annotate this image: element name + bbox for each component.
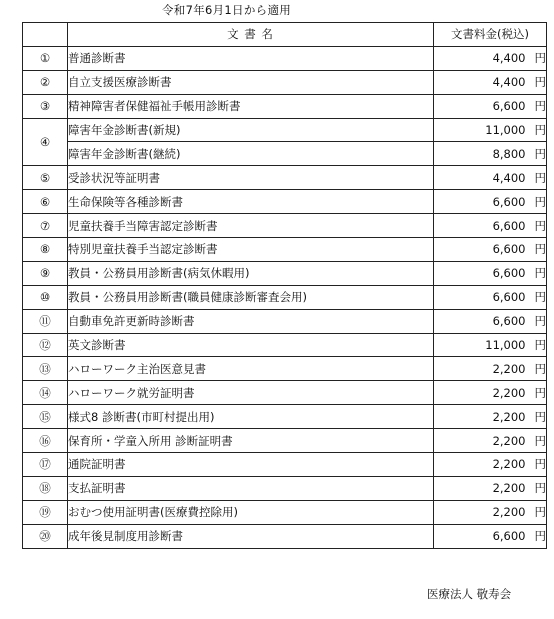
document-fee	[434, 500, 547, 524]
currency-unit: 円	[534, 409, 546, 424]
document-name: 支払証明書	[68, 476, 434, 500]
fee-amount: 4,400	[492, 75, 526, 90]
table-row	[23, 142, 547, 166]
document-name: 障害年金診断書(継続)	[68, 142, 434, 166]
document-name: 教員・公務員用診断書(病気休暇用)	[68, 261, 434, 285]
fee-amount: 6,600	[492, 194, 526, 209]
document-name: 受診状況等証明書	[68, 166, 434, 190]
row-number: ⑥	[23, 190, 68, 214]
document-name: 保育所・学童入所用 診断証明書	[68, 429, 434, 453]
document-fee	[434, 261, 547, 285]
document-fee	[434, 238, 547, 262]
currency-unit: 円	[534, 457, 546, 472]
fee-amount: 6,600	[492, 529, 526, 544]
table-row	[23, 285, 547, 309]
document-name: 英文診断書	[68, 333, 434, 357]
currency-unit: 円	[534, 51, 546, 66]
document-fee	[434, 46, 547, 70]
document-fee	[434, 429, 547, 453]
table-row	[23, 476, 547, 500]
table-row	[23, 70, 547, 94]
document-name: 自立支援医療診断書	[68, 70, 434, 94]
currency-unit: 円	[534, 218, 546, 233]
document-fee	[434, 333, 547, 357]
fee-amount: 6,600	[492, 314, 526, 329]
document-name: おむつ使用証明書(医療費控除用)	[68, 500, 434, 524]
row-number: ⑯	[23, 429, 68, 453]
table-row	[23, 238, 547, 262]
row-number: ⑮	[23, 405, 68, 429]
document-fee	[434, 524, 547, 548]
currency-unit: 円	[534, 170, 546, 185]
fee-column-header: 文書料金(税込)	[434, 23, 547, 47]
document-name: 成年後見制度用診断書	[68, 524, 434, 548]
document-name: ハローワーク就労証明書	[68, 381, 434, 405]
currency-unit: 円	[534, 146, 546, 161]
currency-unit: 円	[534, 505, 546, 520]
document-fee	[434, 309, 547, 333]
table-row	[23, 357, 547, 381]
document-name: 生命保険等各種診断書	[68, 190, 434, 214]
table-row	[23, 190, 547, 214]
currency-unit: 円	[534, 481, 546, 496]
document-fee	[434, 142, 547, 166]
fee-amount: 6,600	[492, 242, 526, 257]
fee-amount: 11,000	[485, 338, 526, 353]
fee-amount: 11,000	[485, 123, 526, 137]
currency-unit: 円	[534, 123, 546, 137]
document-name-column-header: 文 書 名	[68, 23, 434, 47]
table-row	[23, 429, 547, 453]
currency-unit: 円	[534, 385, 546, 400]
fee-amount: 2,200	[492, 361, 526, 376]
fee-amount: 2,200	[492, 481, 526, 496]
row-number: ⑰	[23, 453, 68, 477]
document-fee	[434, 214, 547, 238]
row-number: ⑱	[23, 476, 68, 500]
row-number: ⑧	[23, 238, 68, 262]
document-fee	[434, 94, 547, 118]
document-name: 様式8 診断書(市町村提出用)	[68, 405, 434, 429]
number-column-header	[23, 23, 68, 47]
currency-unit: 円	[534, 314, 546, 329]
fee-amount: 4,400	[492, 170, 526, 185]
currency-unit: 円	[534, 75, 546, 90]
fee-amount: 2,200	[492, 409, 526, 424]
document-fee	[434, 405, 547, 429]
table-row	[23, 261, 547, 285]
row-number: ①	[23, 46, 68, 70]
fee-amount: 6,600	[492, 266, 526, 281]
effective-date: 令和7年6月1日から適用	[162, 3, 292, 17]
currency-unit: 円	[534, 99, 546, 114]
document-fee	[434, 190, 547, 214]
fee-amount: 6,600	[492, 99, 526, 114]
currency-unit: 円	[534, 361, 546, 376]
document-name: 通院証明書	[68, 453, 434, 477]
currency-unit: 円	[534, 194, 546, 209]
document-fee	[434, 285, 547, 309]
currency-unit: 円	[534, 433, 546, 448]
row-number: ②	[23, 70, 68, 94]
table-row	[23, 333, 547, 357]
row-number: ⑩	[23, 285, 68, 309]
table-row	[23, 524, 547, 548]
document-fee	[434, 381, 547, 405]
fee-amount: 6,600	[492, 290, 526, 305]
row-number: ⑬	[23, 357, 68, 381]
fee-amount: 2,200	[492, 385, 526, 400]
document-name: 自動車免許更新時診断書	[68, 309, 434, 333]
row-number: ⑲	[23, 500, 68, 524]
row-number: ④	[23, 118, 68, 166]
fee-amount: 6,600	[492, 218, 526, 233]
row-number: ⑨	[23, 261, 68, 285]
table-row	[23, 118, 547, 142]
document-name: 普通診断書	[68, 46, 434, 70]
row-number: ⑫	[23, 333, 68, 357]
document-fee	[434, 166, 547, 190]
table-header-row	[23, 23, 547, 47]
table-row	[23, 405, 547, 429]
currency-unit: 円	[534, 266, 546, 281]
currency-unit: 円	[534, 529, 546, 544]
document-name: 障害年金診断書(新規)	[68, 118, 434, 142]
table-row	[23, 214, 547, 238]
document-name: ハローワーク主治医意見書	[68, 357, 434, 381]
document-fee-table	[22, 22, 547, 549]
table-row	[23, 381, 547, 405]
table-row	[23, 500, 547, 524]
document-fee	[434, 357, 547, 381]
organization-name: 医療法人 敬寿会	[427, 587, 512, 601]
currency-unit: 円	[534, 338, 546, 353]
fee-amount: 2,200	[492, 505, 526, 520]
currency-unit: 円	[534, 290, 546, 305]
document-fee	[434, 70, 547, 94]
document-fee	[434, 453, 547, 477]
document-name: 特別児童扶養手当認定診断書	[68, 238, 434, 262]
fee-amount: 4,400	[492, 51, 526, 66]
table-row	[23, 46, 547, 70]
row-number: ⑳	[23, 524, 68, 548]
row-number: ⑦	[23, 214, 68, 238]
document-fee	[434, 118, 547, 142]
row-number: ③	[23, 94, 68, 118]
document-name: 教員・公務員用診断書(職員健康診断審査会用)	[68, 285, 434, 309]
table-row	[23, 453, 547, 477]
table-row	[23, 166, 547, 190]
fee-amount: 8,800	[492, 146, 526, 161]
row-number: ⑤	[23, 166, 68, 190]
table-row	[23, 309, 547, 333]
currency-unit: 円	[534, 242, 546, 257]
table-row	[23, 94, 547, 118]
fee-amount: 2,200	[492, 433, 526, 448]
row-number: ⑪	[23, 309, 68, 333]
document-name: 児童扶養手当障害認定診断書	[68, 214, 434, 238]
document-name: 精神障害者保健福祉手帳用診断書	[68, 94, 434, 118]
fee-table-body	[23, 46, 547, 548]
fee-amount: 2,200	[492, 457, 526, 472]
row-number: ⑭	[23, 381, 68, 405]
document-fee	[434, 476, 547, 500]
